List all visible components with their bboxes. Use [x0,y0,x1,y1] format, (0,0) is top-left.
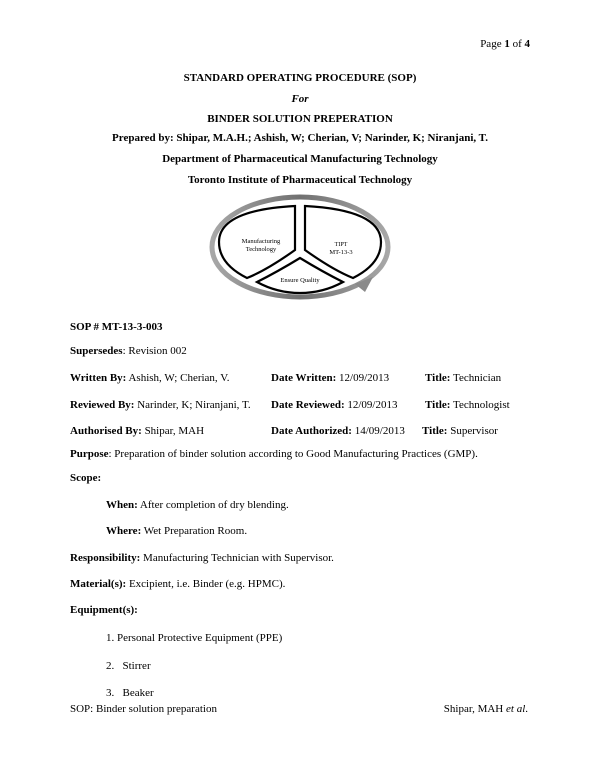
equipment-item-3: 3. Beaker [106,687,154,699]
approval-row-authorised: Authorised By: Shipar, MAH [70,425,205,437]
approval-row-reviewed: Reviewed By: Narinder, K; Niranjani, T. [70,399,251,411]
approval-title-reviewed: Title: Technologist [425,399,510,411]
supersedes: Supersedes: Revision 002 [70,345,187,357]
approval-date-reviewed: Date Reviewed: 12/09/2013 [271,399,398,411]
equipment-label: Equipment(s): [70,604,138,616]
scope-label: Scope: [70,472,102,484]
logo-text-right-1: TIPT [334,242,348,248]
department: Department of Pharmaceutical Manufacturing Technology [162,153,438,165]
responsibility: Responsibility: Manufacturing Technician with Supervisor. [70,552,334,564]
footer-right: Shipar, MAH et al. [443,703,528,715]
approval-date-authorized: Date Authorized: 14/09/2013 [271,425,405,437]
purpose: Purpose: Preparation of binder solution according to Good Manufacturing Practices (GMP). [70,448,478,460]
logo-text-bottom: Ensure Quality [280,277,320,284]
equipment-item-1: 1. Personal Protective Equipment (PPE) [106,632,283,644]
title-line-3: BINDER SOLUTION PREPERATION [207,113,393,125]
prepared-by: Prepared by: Shipar, M.A.H.; Ashish, W; Cherian, V; Narinder, K; Niranjani, T. [112,132,488,144]
tipt-logo [205,192,395,302]
logo-text-left-2: Technology [245,246,277,253]
scope-when: When: After completion of dry blending. [106,499,289,511]
approval-date-written: Date Written: 12/09/2013 [271,372,390,384]
logo-text-left-1: Manufacturing [241,238,281,245]
materials: Material(s): Excipient, i.e. Binder (e.g. HPMC). [70,578,286,590]
scope-where: Where: Wet Preparation Room. [106,525,248,537]
institute: Toronto Institute of Pharmaceutical Technology [187,174,413,186]
page-number: Page 1 of 4 [480,38,530,50]
title-line-1: STANDARD OPERATING PROCEDURE (SOP) [183,72,417,84]
approval-title-authorised: Title: Supervisor [422,425,498,437]
equipment-item-2: 2. Stirrer [106,660,151,672]
logo-text-right-2: MT-13-3 [329,249,353,256]
footer-left: SOP: Binder solution preparation [70,703,217,715]
sop-number: SOP # MT-13-3-003 [70,321,163,333]
approval-row-written: Written By: Ashish, W; Cherian, V. [70,372,230,384]
approval-title-written: Title: Technician [425,372,502,384]
title-line-for: For [291,93,309,105]
